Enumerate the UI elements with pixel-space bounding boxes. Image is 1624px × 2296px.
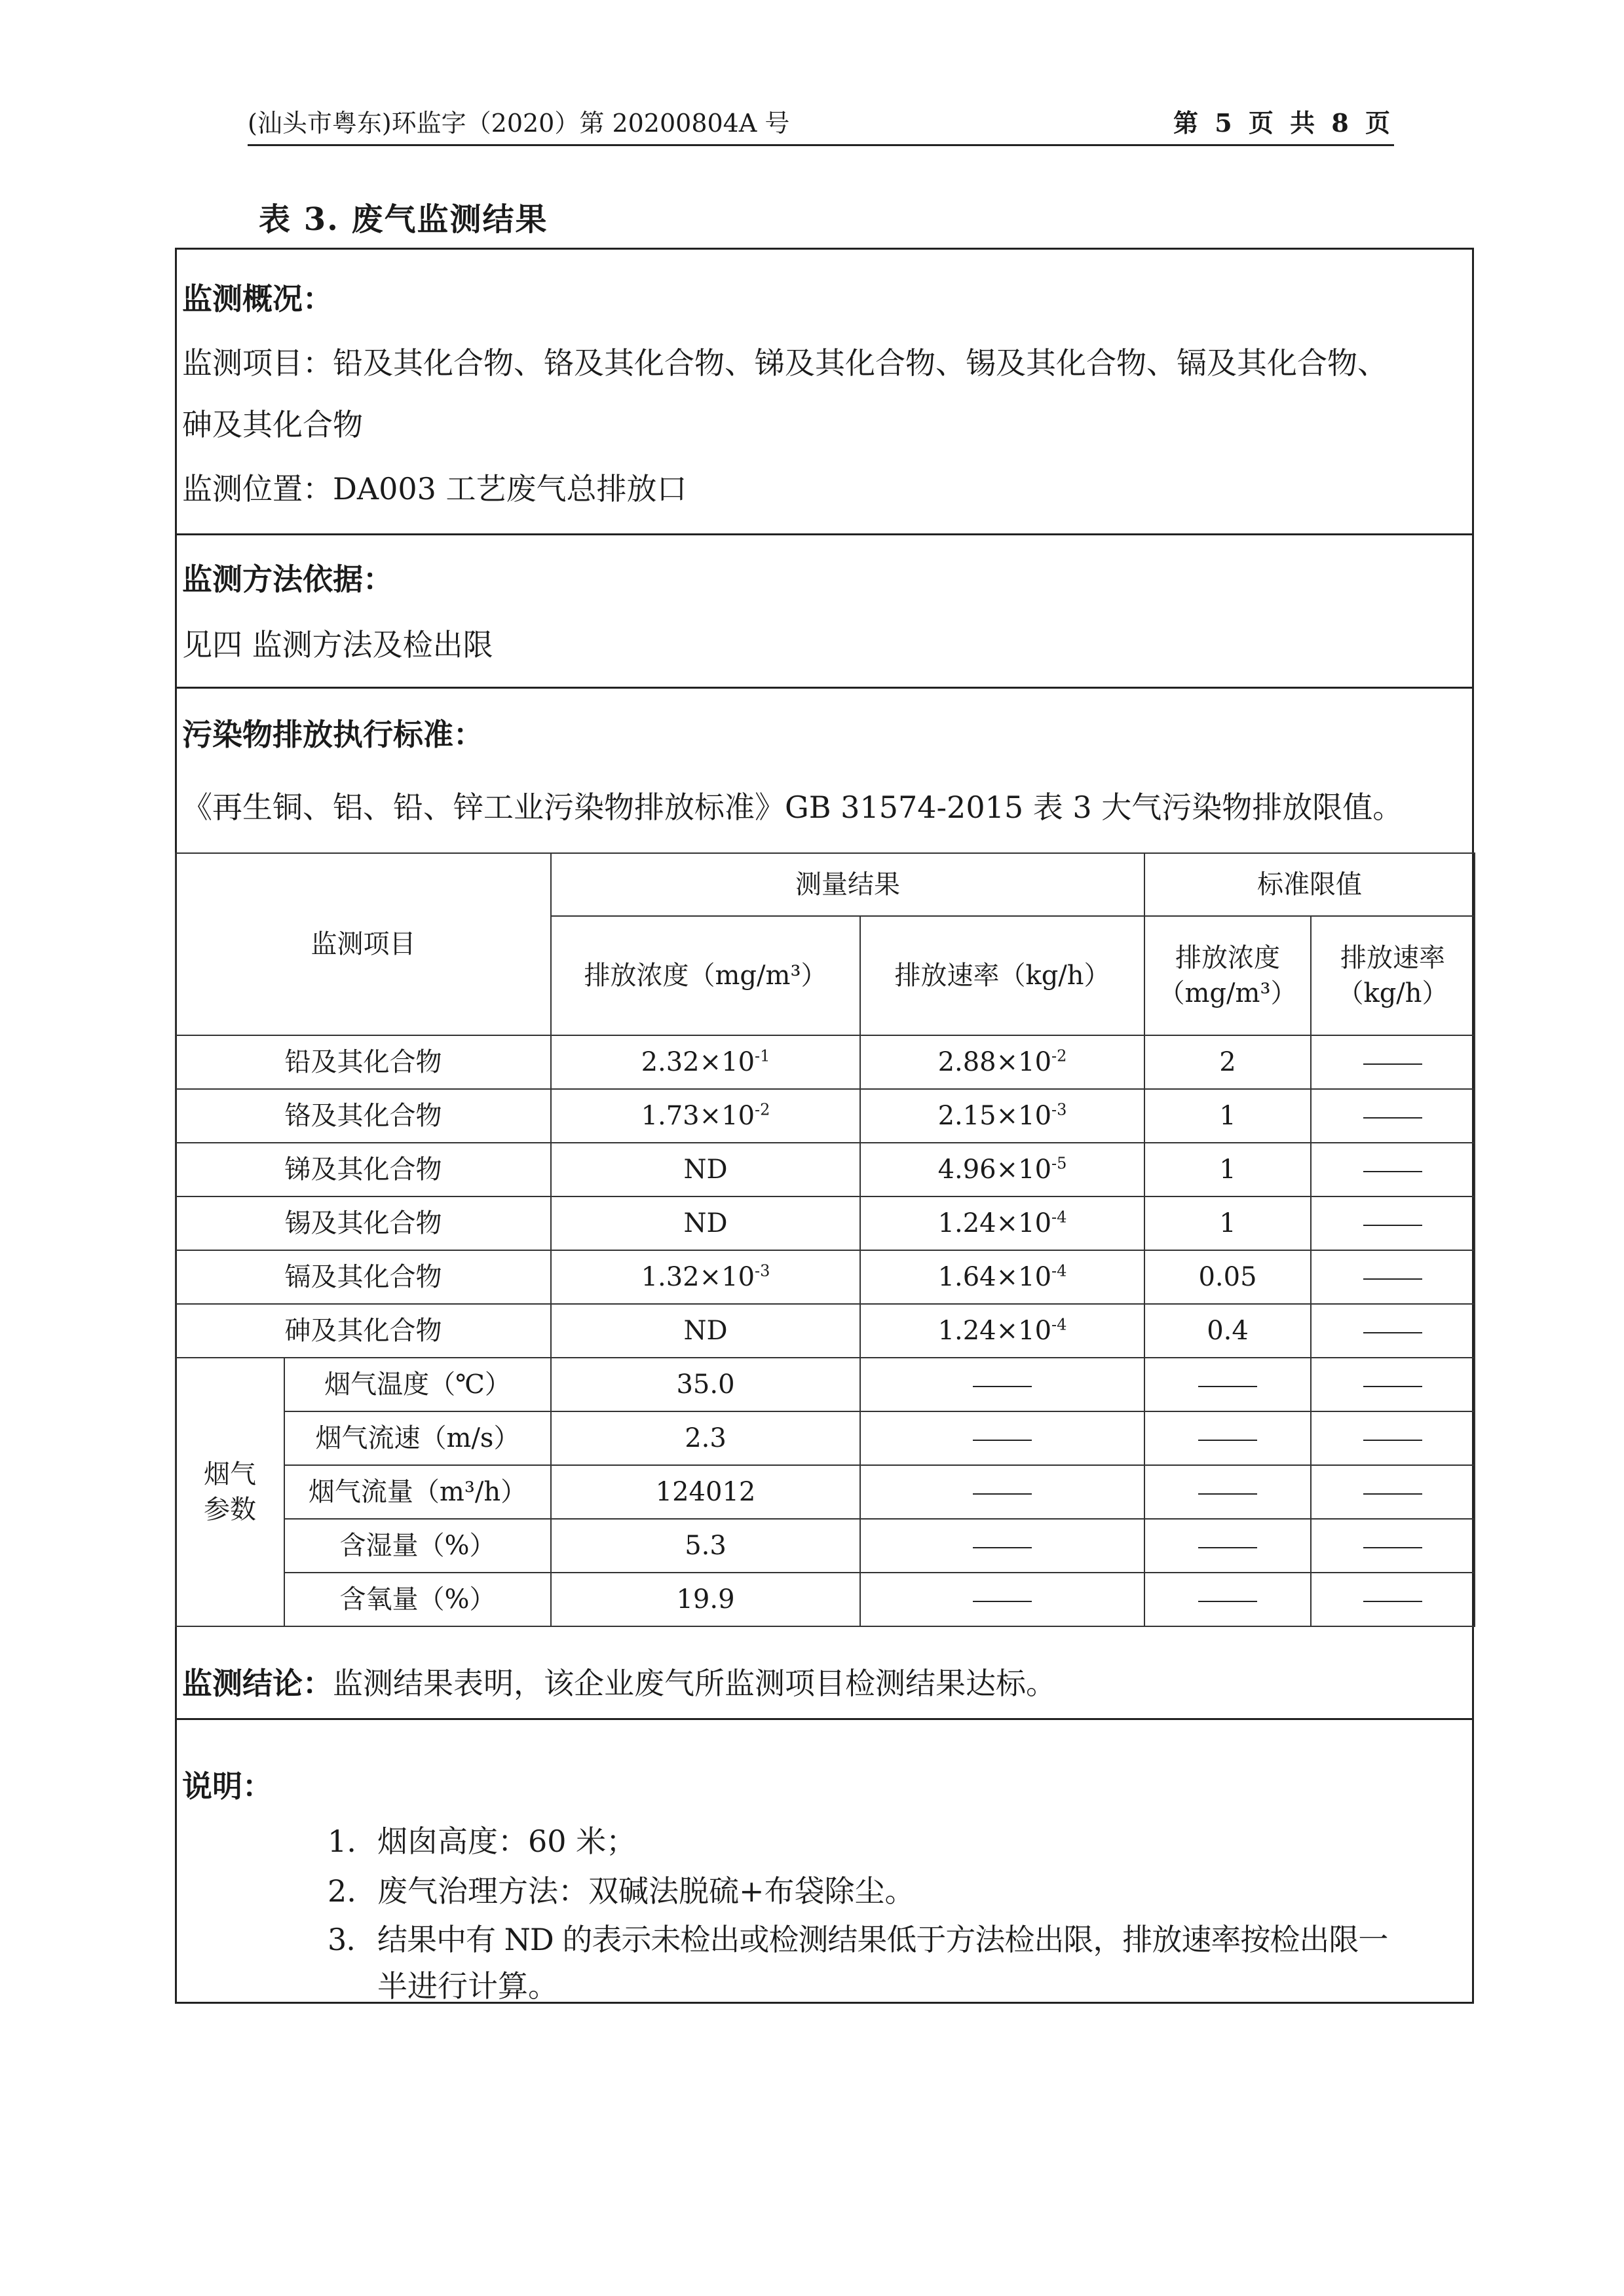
monitoring-items-line1: 监测项目：铅及其化合物、铬及其化合物、锑及其化合物、锡及其化合物、镉及其化合物、 — [182, 345, 1388, 381]
flue-limit-rate-value — [1311, 1465, 1475, 1519]
limit-rate-value — [1311, 1089, 1475, 1143]
flue-limit-conc-value — [1144, 1519, 1311, 1573]
table-row — [176, 1196, 1475, 1250]
col-item-header: 监测项目 — [176, 853, 551, 1035]
dash-mark — [973, 1493, 1032, 1495]
section-divider — [175, 687, 1474, 689]
method-heading: 监测方法依据： — [182, 562, 393, 597]
pollutant-name: 铅及其化合物 — [176, 1035, 551, 1089]
flue-group-label — [176, 1358, 284, 1626]
col-limit-conc-line2: （mg/m³） — [1158, 978, 1297, 1008]
conclusion-label: 监测结论： — [182, 1666, 333, 1701]
flue-limit-rate-value — [1311, 1358, 1475, 1411]
pollutant-name: 锡及其化合物 — [176, 1196, 551, 1250]
notes-heading: 说明： — [182, 1769, 273, 1804]
limit-rate-value — [1311, 1035, 1475, 1089]
rate-mantissa: 1.64×10 — [937, 1262, 1052, 1292]
conc-value — [551, 1143, 860, 1196]
pollutant-name: 镉及其化合物 — [176, 1250, 551, 1304]
flue-param-value: 35.0 — [551, 1358, 860, 1411]
flue-param-name: 含氧量（%） — [284, 1573, 551, 1626]
dash-mark — [1363, 1332, 1422, 1333]
results-table — [175, 852, 1475, 1627]
flue-group-line1: 烟气 — [204, 1459, 256, 1489]
flue-param-value: 19.9 — [551, 1573, 860, 1626]
conclusion-text: 监测结果表明，该企业废气所监测项目检测结果达标。 — [333, 1666, 1056, 1701]
overview-heading: 监测概况： — [182, 281, 333, 316]
dash-mark — [1363, 1117, 1422, 1119]
rate-mantissa: 4.96×10 — [937, 1155, 1052, 1185]
conc-mantissa: ND — [683, 1155, 728, 1185]
table-row — [176, 1304, 1475, 1358]
conc-exponent: -1 — [755, 1046, 770, 1065]
section-divider — [175, 533, 1474, 535]
limit-conc-value: 0.05 — [1144, 1250, 1311, 1304]
limit-rate-value — [1311, 1143, 1475, 1196]
flue-param-name: 烟气温度（℃） — [284, 1358, 551, 1411]
table-row — [176, 1573, 1475, 1626]
flue-limit-rate-value — [1311, 1573, 1475, 1626]
dash-mark — [973, 1601, 1032, 1602]
flue-limit-conc-value — [1144, 1358, 1311, 1411]
pollutant-name: 锑及其化合物 — [176, 1143, 551, 1196]
dash-mark — [973, 1547, 1032, 1548]
conclusion — [182, 1660, 1056, 1703]
rate-exponent: -5 — [1051, 1154, 1067, 1173]
dash-mark — [1198, 1386, 1257, 1387]
dash-mark — [1198, 1440, 1257, 1441]
rate-value — [860, 1089, 1144, 1143]
conc-value — [551, 1250, 860, 1304]
document-number: (汕头市粤东)环监字（2020）第 20200804A 号 — [248, 109, 790, 138]
limit-conc-value: 2 — [1144, 1035, 1311, 1089]
col-limit-conc-line1: 排放浓度 — [1175, 943, 1280, 973]
group-limit-header: 标准限值 — [1144, 853, 1475, 916]
flue-rate-value — [860, 1573, 1144, 1626]
flue-limit-conc-value — [1144, 1411, 1311, 1465]
conc-value — [551, 1089, 860, 1143]
rate-value — [860, 1304, 1144, 1358]
col-limit-rate-header — [1311, 916, 1475, 1035]
rate-exponent: -2 — [1051, 1046, 1067, 1065]
note-item — [328, 1818, 636, 1861]
table-row — [176, 1143, 1475, 1196]
table-row — [176, 1358, 1475, 1411]
dash-mark — [1363, 1547, 1422, 1548]
group-result-header: 测量结果 — [551, 853, 1144, 916]
conc-mantissa: 2.32×10 — [641, 1047, 755, 1077]
limit-conc-value: 1 — [1144, 1143, 1311, 1196]
conc-value — [551, 1196, 860, 1250]
dash-mark — [1198, 1547, 1257, 1548]
rate-exponent: -3 — [1051, 1100, 1067, 1119]
conc-exponent: -2 — [755, 1100, 770, 1119]
table-row — [176, 1089, 1475, 1143]
note-number: 3. — [328, 1922, 355, 1957]
table-row — [176, 1465, 1475, 1519]
flue-param-value: 124012 — [551, 1465, 860, 1519]
table-row — [176, 1035, 1475, 1089]
table-title: 表 3. 废气监测结果 — [259, 201, 548, 238]
note-item — [328, 1916, 1388, 1959]
rate-value — [860, 1196, 1144, 1250]
flue-param-name: 烟气流速（m/s） — [284, 1411, 551, 1465]
dash-mark — [973, 1386, 1032, 1387]
flue-param-value: 5.3 — [551, 1519, 860, 1573]
dash-mark — [1363, 1386, 1422, 1387]
conc-value — [551, 1304, 860, 1358]
table-row — [176, 1250, 1475, 1304]
rate-value — [860, 1250, 1144, 1304]
flue-rate-value — [860, 1411, 1144, 1465]
page-info: 第 5 页 共 8 页 — [1173, 108, 1394, 138]
dash-mark — [973, 1440, 1032, 1441]
limit-rate-value — [1311, 1250, 1475, 1304]
dash-mark — [1363, 1493, 1422, 1495]
pollutant-name: 砷及其化合物 — [176, 1304, 551, 1358]
table-row — [176, 1411, 1475, 1465]
flue-param-value: 2.3 — [551, 1411, 860, 1465]
rate-mantissa: 2.15×10 — [937, 1101, 1052, 1131]
table-header-row — [176, 853, 1475, 916]
rate-exponent: -4 — [1051, 1315, 1067, 1334]
limit-conc-value: 0.4 — [1144, 1304, 1311, 1358]
flue-param-name: 烟气流量（m³/h） — [284, 1465, 551, 1519]
dash-mark — [1363, 1278, 1422, 1280]
rate-exponent: -4 — [1051, 1208, 1067, 1227]
limit-rate-value — [1311, 1304, 1475, 1358]
rate-exponent: -4 — [1051, 1261, 1067, 1280]
note-number: 2. — [328, 1873, 356, 1909]
flue-rate-value — [860, 1465, 1144, 1519]
conc-value — [551, 1035, 860, 1089]
method-text: 见四 监测方法及检出限 — [182, 627, 493, 662]
conc-mantissa: ND — [683, 1208, 728, 1238]
page-header — [248, 105, 1394, 146]
monitoring-items-line2: 砷及其化合物 — [182, 407, 363, 442]
rate-value — [860, 1035, 1144, 1089]
note-item-continuation: 半进行计算。 — [377, 1968, 558, 2004]
col-limit-conc-header — [1144, 916, 1311, 1035]
flue-limit-rate-value — [1311, 1519, 1475, 1573]
dash-mark — [1363, 1171, 1422, 1172]
dash-mark — [1198, 1601, 1257, 1602]
monitoring-location: 监测位置：DA003 工艺废气总排放口 — [182, 471, 687, 507]
col-limit-rate-line1: 排放速率 — [1340, 943, 1445, 973]
dash-mark — [1363, 1601, 1422, 1602]
conc-mantissa: ND — [683, 1316, 728, 1346]
flue-rate-value — [860, 1358, 1144, 1411]
note-number: 1. — [328, 1824, 356, 1859]
limit-conc-value: 1 — [1144, 1089, 1311, 1143]
conc-exponent: -3 — [755, 1261, 770, 1280]
standard-text: 《再生铜、铝、铅、锌工业污染物排放标准》GB 31574-2015 表 3 大气污染物排放限值。 — [182, 790, 1403, 825]
note-text: 烟囱高度：60 米； — [377, 1824, 637, 1859]
note-text: 结果中有 ND 的表示未检出或检测结果低于方法检出限，排放速率按检出限一 — [377, 1922, 1388, 1957]
limit-conc-value: 1 — [1144, 1196, 1311, 1250]
col-conc-header: 排放浓度（mg/m³） — [551, 916, 860, 1035]
section-divider — [175, 1718, 1474, 1720]
limit-rate-value — [1311, 1196, 1475, 1250]
rate-mantissa: 1.24×10 — [937, 1316, 1052, 1346]
flue-param-name: 含湿量（%） — [284, 1519, 551, 1573]
flue-limit-rate-value — [1311, 1411, 1475, 1465]
dash-mark — [1198, 1493, 1257, 1495]
conc-mantissa: 1.32×10 — [641, 1262, 755, 1292]
note-text: 废气治理方法：双碱法脱硫+布袋除尘。 — [377, 1873, 915, 1909]
rate-mantissa: 1.24×10 — [937, 1208, 1052, 1238]
note-item — [328, 1867, 915, 1911]
flue-group-line2: 参数 — [204, 1495, 256, 1525]
table-row — [176, 1519, 1475, 1573]
col-limit-rate-line2: （kg/h） — [1337, 978, 1448, 1008]
rate-mantissa: 2.88×10 — [937, 1047, 1052, 1077]
pollutant-name: 铬及其化合物 — [176, 1089, 551, 1143]
rate-value — [860, 1143, 1144, 1196]
flue-limit-conc-value — [1144, 1465, 1311, 1519]
flue-limit-conc-value — [1144, 1573, 1311, 1626]
conc-mantissa: 1.73×10 — [641, 1101, 755, 1131]
dash-mark — [1363, 1225, 1422, 1226]
dash-mark — [1363, 1063, 1422, 1065]
standard-heading: 污染物排放执行标准： — [182, 717, 483, 752]
flue-rate-value — [860, 1519, 1144, 1573]
dash-mark — [1363, 1440, 1422, 1441]
col-rate-header: 排放速率（kg/h） — [860, 916, 1144, 1035]
